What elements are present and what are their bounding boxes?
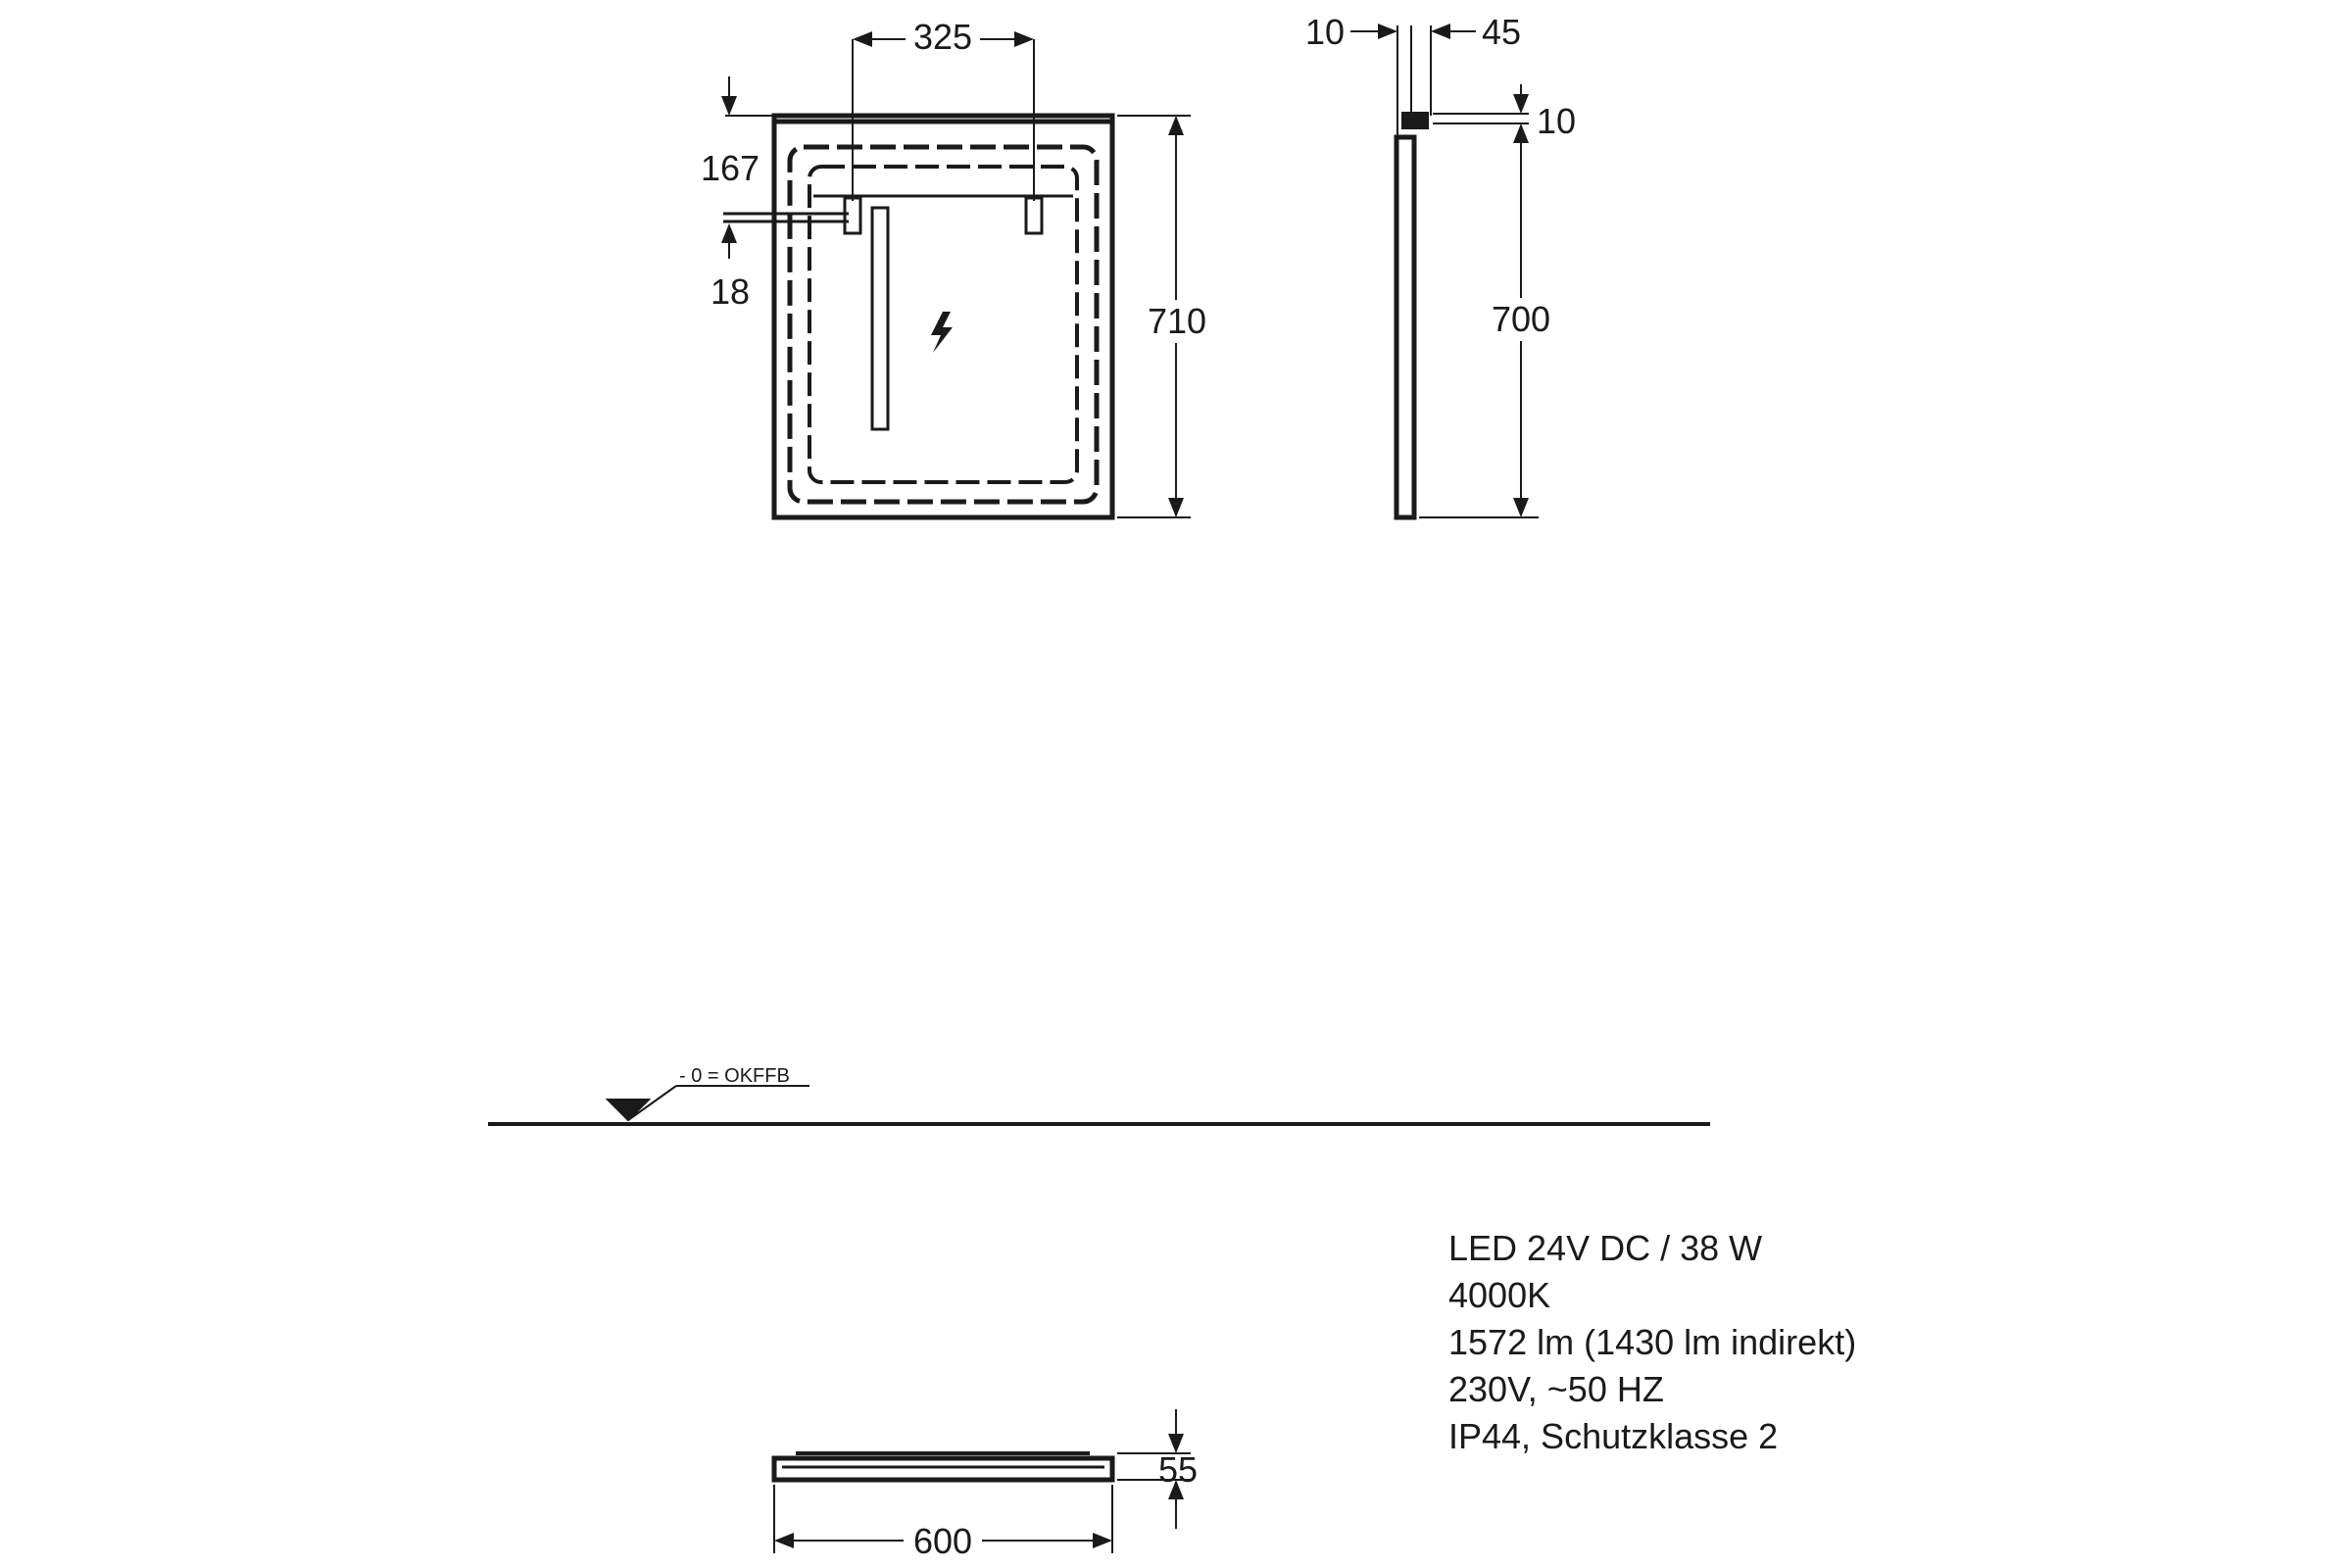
dim-front-hinge-spacing: 325 — [912, 17, 973, 57]
spec-color-temperature: 4000K — [1448, 1275, 1551, 1315]
spec-block — [1448, 1225, 1856, 1460]
dim-front-bracket-height: 18 — [710, 271, 751, 312]
spec-mains-voltage: 230V, ~50 HZ — [1448, 1369, 1664, 1409]
front-view — [723, 39, 1112, 517]
dim-side-gap: 10 — [1304, 12, 1346, 52]
dim-side-depth: 45 — [1481, 12, 1522, 52]
left-bracket — [845, 198, 860, 233]
floor-label: - 0 = OKFFB — [679, 1065, 790, 1087]
dim-side-top: 10 — [1536, 101, 1577, 141]
side-profile — [1396, 137, 1414, 517]
right-bracket — [1026, 198, 1042, 233]
bottom-view — [774, 1453, 1112, 1480]
dim-bottom-width: 600 — [912, 1521, 973, 1561]
dim-bottom-depth: 55 — [1157, 1449, 1199, 1490]
dim-front-top-offset: 167 — [700, 148, 760, 188]
cable-channel — [872, 208, 888, 429]
floor-reference — [488, 1086, 1710, 1124]
spec-led-power: LED 24V DC / 38 W — [1448, 1228, 1763, 1268]
lightning-icon — [931, 312, 953, 353]
dim-side-height: 700 — [1491, 299, 1551, 339]
bottom-profile — [774, 1458, 1112, 1480]
dim-front-height: 710 — [1147, 301, 1207, 341]
spec-protection-class: IP44, Schutzklasse 2 — [1448, 1416, 1779, 1456]
dimension-side-top — [1433, 84, 1529, 123]
spec-luminous-flux: 1572 lm (1430 lm indirekt) — [1448, 1322, 1857, 1362]
side-view — [1396, 25, 1431, 517]
